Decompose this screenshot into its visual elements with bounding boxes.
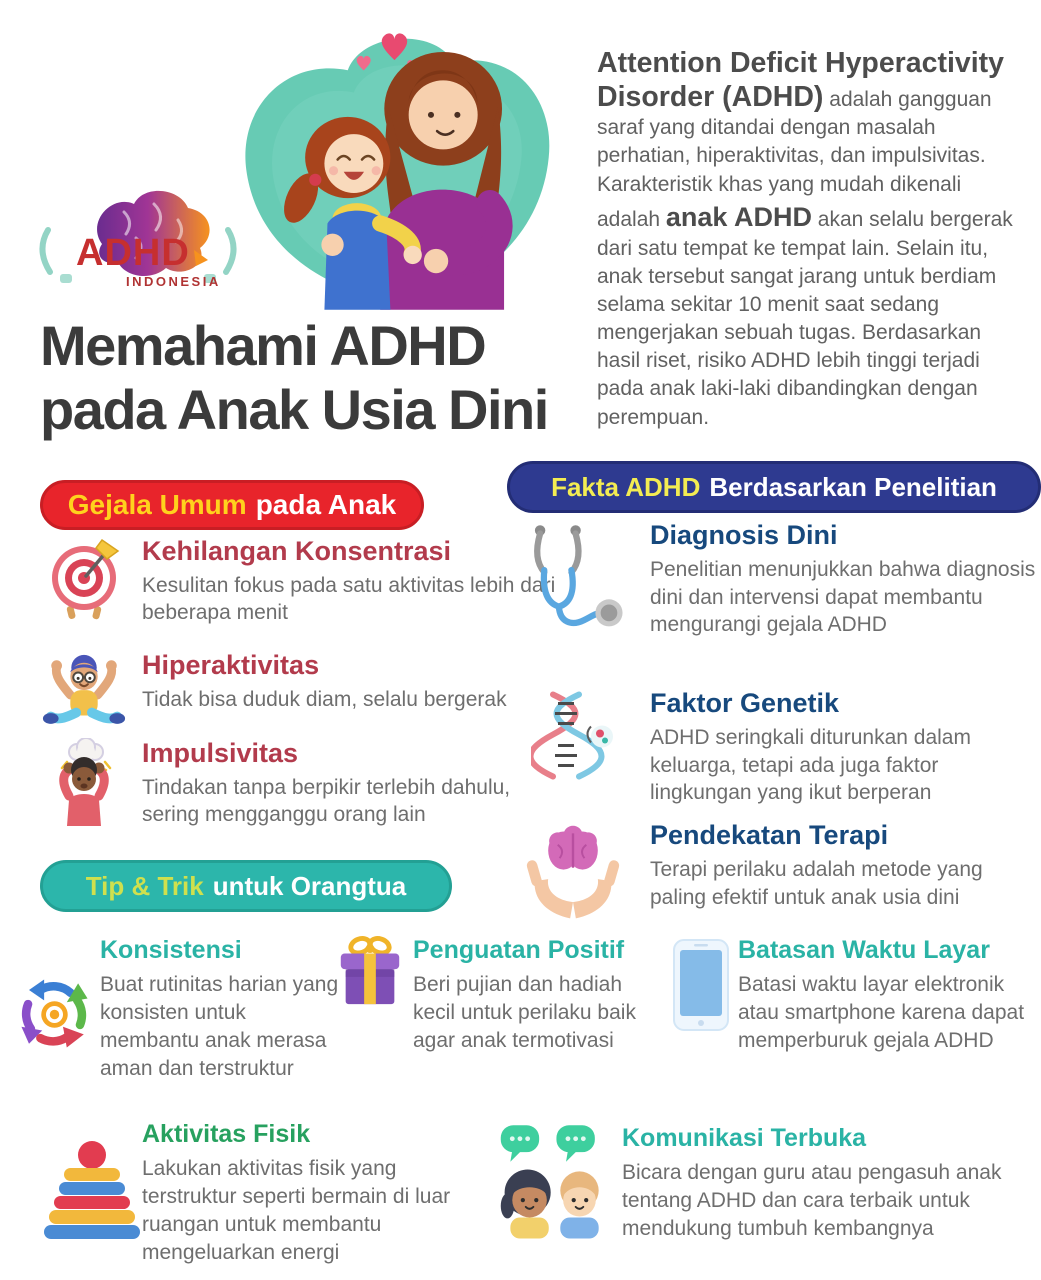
tip-item (142, 1120, 482, 1267)
tip-title: Komunikasi Terbuka (622, 1124, 867, 1152)
intro-text-2: akan selalu bergerak dari satu tempat ke tempat lain. Selain itu, anak tersebut sangat jarang untuk berdiam selama sekitar 10 menit saat sedang mengerjakan sebuah tugas. Berdasarkan hasil riset, risiko ADHD lebih tinggi terjadi pada anak laki-laki dibandingkan dengan perempuan. (597, 207, 1013, 429)
tip-item (413, 936, 663, 1055)
impulsive-child-icon (40, 738, 128, 828)
stacking-toy-icon (42, 1140, 142, 1250)
symptom-desc: Kesulitan fokus pada satu aktivitas lebih dari beberapa menit (142, 574, 556, 625)
symptom-desc: Tindakan tanpa berpikir terlebih dahulu, sering mengganggu orang lain (142, 776, 511, 827)
symptom-item (40, 738, 565, 829)
page-title-line-1: Memahami ADHD (40, 314, 486, 377)
fact-title: Pendekatan Terapi (650, 820, 889, 850)
symptom-text (142, 650, 507, 713)
facts-header-rest: Berdasarkan Penelitian (709, 471, 997, 502)
mother-daughter-illustration (228, 5, 568, 310)
fact-item (508, 820, 1036, 925)
tip-title: Batasan Waktu Layar (738, 936, 990, 964)
fact-title: Faktor Genetik (650, 688, 840, 718)
section-header-tips (40, 860, 452, 912)
tip-item (738, 936, 1038, 1055)
logo-brand-text: ADHD (76, 232, 190, 274)
brain-in-hands-icon (508, 820, 638, 925)
cycle-arrows-icon (12, 972, 97, 1062)
symptom-title: Impulsivitas (142, 738, 299, 768)
tip-item (100, 936, 342, 1083)
hyperactive-child-icon (40, 650, 128, 738)
facts-header-highlight: Fakta ADHD (551, 471, 701, 502)
symptom-title: Hiperaktivitas (142, 650, 320, 680)
gift-icon (333, 933, 407, 1018)
intro-highlight: anak ADHD (665, 201, 812, 232)
fact-desc: ADHD seringkali diturunkan dalam keluarga, tetapi ada juga faktor lingkungan yang ikut berperan (650, 726, 971, 805)
fact-title: Diagnosis Dini (650, 520, 838, 550)
tip-desc: Buat rutinitas harian yang konsisten untuk membantu anak merasa aman dan terstruktur (100, 973, 339, 1080)
dna-icon (508, 688, 638, 783)
symptom-item (40, 536, 565, 627)
mother-daughter-hug-icon (228, 5, 568, 310)
symptom-text (142, 536, 565, 627)
symptom-item (40, 650, 565, 738)
tip-item (622, 1124, 1041, 1243)
tips-header-highlight: Tip & Trik (85, 870, 204, 901)
tip-title: Penguatan Positif (413, 936, 625, 964)
symptom-desc: Tidak bisa duduk diam, selalu bergerak (142, 688, 507, 711)
page-title (40, 314, 548, 442)
tip-desc: Bicara dengan guru atau pengasuh anak tentang ADHD dan cara terbaik untuk mendukung tumbuh kembangnya (622, 1161, 1002, 1240)
fact-desc: Terapi perilaku adalah metode yang paling efektif untuk anak usia dini (650, 858, 983, 909)
smartphone-icon (672, 938, 730, 1038)
fact-desc: Penelitian menunjukkan bahwa diagnosis dini dan intervensi dapat membantu mengurangi gejala ADHD (650, 558, 1036, 637)
section-header-symptoms (40, 480, 424, 530)
intro-heading: Attention Deficit Hyperactivity Disorder (ADHD) (597, 47, 1004, 113)
tip-desc: Beri pujian dan hadiah kecil untuk perilaku baik agar anak termotivasi (413, 973, 636, 1052)
intro-text-1: adalah gangguan saraf yang ditandai dengan masalah perhatian, hiperaktivitas, dan impulsivitas. Karakteristik khas yang mudah dikenali adalah (597, 87, 992, 231)
symptom-text (142, 738, 565, 829)
symptom-title: Kehilangan Konsentrasi (142, 536, 452, 566)
intro-paragraph (597, 47, 1029, 432)
tip-title: Konsistensi (100, 936, 242, 964)
adhd-indonesia-logo (28, 178, 248, 318)
tip-desc: Lakukan aktivitas fisik yang terstruktur seperti bermain di luar ruangan untuk membantu mengeluarkan energi (142, 1157, 451, 1264)
logo-country-text: INDONESIA (126, 274, 221, 289)
symptoms-header-rest: pada Anak (255, 489, 397, 520)
fact-text (650, 520, 1036, 639)
fact-text (650, 820, 1036, 911)
tip-desc: Batasi waktu layar elektronik atau smartphone karena dapat memperburuk gejala ADHD (738, 973, 1025, 1052)
fact-text (650, 688, 1036, 807)
children-talking-icon (495, 1120, 615, 1245)
fact-item (508, 688, 1036, 807)
stethoscope-icon (508, 520, 638, 640)
section-header-facts (507, 461, 1041, 513)
fact-item (508, 520, 1036, 640)
tips-header-rest: untuk Orangtua (212, 870, 407, 901)
symptoms-header-highlight: Gejala Umum (67, 489, 247, 520)
page-title-line-2: pada Anak Usia Dini (40, 377, 548, 441)
target-dart-icon (40, 536, 128, 624)
tip-title: Aktivitas Fisik (142, 1120, 311, 1148)
